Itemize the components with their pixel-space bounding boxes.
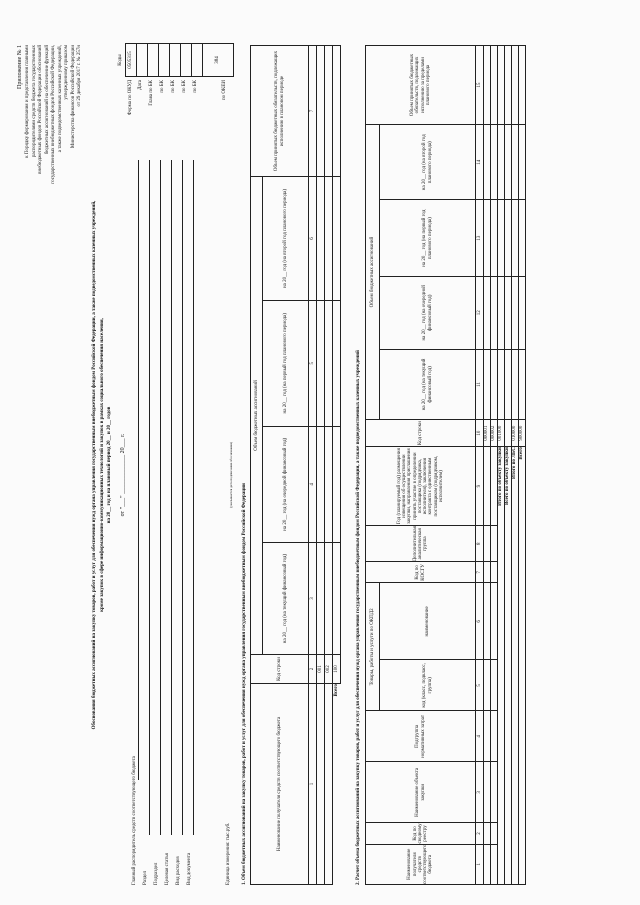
code-cell (170, 44, 181, 77)
s2-num: 13 (476, 200, 484, 276)
s2-cell (491, 562, 498, 583)
s2-col-year: на 20__ год (на второй год планового периода) (380, 125, 476, 201)
unit-label: Единица измерения: тыс.руб. (226, 822, 231, 885)
appendix-line: государственных внебюджетных фондов Российской Федерации, (51, 45, 56, 184)
s1-row-code: 001 (317, 655, 325, 684)
field-label: Вид расходов (176, 856, 181, 885)
s1-cell (325, 426, 333, 543)
s2-cell (491, 46, 498, 125)
s2-cell (498, 125, 505, 201)
s2-cell (491, 844, 498, 884)
s2-col: Наименование объекта закупки (366, 762, 476, 823)
s2-cell (519, 46, 526, 125)
code-label: Глава по БК (149, 80, 154, 106)
s1-cell (317, 46, 325, 177)
code-cell (159, 44, 170, 77)
s2-cell (484, 125, 491, 201)
appendix-line: Министерства финансов Российской Федерации (70, 45, 76, 149)
date-caption: (указывается дата подписания обоснования) (229, 441, 233, 509)
s2-cell (491, 447, 498, 526)
s2-cell (484, 276, 491, 349)
s1-row-code: 100 (333, 655, 341, 684)
s1-cell (333, 301, 341, 427)
s1-col-year: на 20__ год (на второй год планового периода) (263, 177, 309, 301)
section2-title: 2. Расчет объема бюджетных ассигнований на закупку товаров, работ и услуг для обеспечения нужд органа управления государственным внебюджетным фондом Российской Федерации, а также подведомственных казенных учреждений (356, 350, 361, 885)
field-label: Раздел (143, 870, 148, 885)
s1-col-code: Код строки (251, 655, 309, 684)
s1-cell (317, 684, 325, 885)
field-underline (182, 160, 183, 835)
s2-num: 4 (476, 711, 484, 762)
s1-cell (317, 426, 325, 543)
s2-num: 2 (476, 823, 484, 844)
s2-col: Код по сводному реестру (366, 823, 476, 844)
s1-col-name: Наименование получателя средств соответствующего бюджета (251, 684, 309, 885)
s2-col-year: на 20__ год (на очередной финансовый год) (380, 276, 476, 349)
s2-cell (498, 349, 505, 419)
appendix-line: бюджетных ассигнований на обеспечение функций (44, 45, 50, 155)
s1-cell (333, 46, 341, 177)
document-title: Обоснования бюджетных ассигнований на закупку товаров, работ и услуг для обеспечения нужд органа управления государственным внебюджетным фондом Российской Федерации, а также подведомственных казенных учреждений, (92, 200, 97, 730)
s2-col: Код строки (366, 420, 476, 447)
s1-cell (325, 46, 333, 177)
s2-col: Дополнительная аналитическая группа (366, 526, 476, 562)
codes-table (125, 43, 234, 77)
s2-col: Подгруппа нормативных затрат (366, 711, 476, 762)
field-underline (193, 160, 194, 835)
s2-cell (484, 583, 491, 660)
s2-row-code: 900000 (519, 420, 526, 447)
s2-cell (484, 447, 491, 526)
s2-num: 7 (476, 562, 484, 583)
s1-num: 5 (309, 301, 317, 427)
document-date: от "___" _____________ 20___ г. (120, 433, 126, 517)
s1-col-obligations: Объем принятых бюджетных обязательств, подлежащих исполнению в плановом периоде (251, 46, 309, 177)
s1-cell (317, 543, 325, 655)
s2-total-label: Всего (519, 447, 526, 885)
s2-cell (484, 762, 491, 823)
appendix-line: от 29 декабря 2017 г. № 257н (77, 45, 82, 107)
s1-col-year: на 20__ год (на очередной финансовый год) (263, 426, 309, 543)
field-label: Целевая статья (165, 853, 170, 885)
s1-cell (325, 543, 333, 655)
s1-col-year: на 20__ год (на первый год планового периода) (263, 301, 309, 427)
s2-num: 14 (476, 125, 484, 201)
s2-total-kvs-label: Итого по ЛБС (512, 447, 519, 885)
s2-subtotal2-label: Всего по объекту закупки (505, 447, 512, 885)
s2-num: 5 (476, 660, 484, 711)
s2-cell (491, 526, 498, 562)
form-okud-value: 0505315 (126, 44, 137, 77)
document-title-line2: кроме закупок в сфере информационно-коммуникационных технологий и закупок в рамках социального обеспечения населения, (100, 318, 105, 612)
s2-cell (498, 276, 505, 349)
code-label: по БК (171, 80, 176, 93)
s1-cell (333, 177, 341, 301)
s1-cell (317, 177, 325, 301)
code-cell (181, 44, 192, 77)
s2-cell (491, 762, 498, 823)
s2-cell (484, 200, 491, 276)
s2-col: Наименование получателя средств соответствующего бюджета (366, 844, 476, 884)
s2-cell (512, 46, 519, 125)
s2-col: Год (планируемый год) размещения извещения об осуществлении закупки, направления приглашения принять участие в определении поставщика (подрядчика, исполнителя), заключения контракта с единственным поставщиком (подрядчиком, исполнителем) (366, 447, 476, 526)
appendix-line: распорядителями средств бюджета государственных (31, 45, 37, 158)
s2-cell (505, 46, 512, 125)
appendix-text (25, 45, 84, 290)
s2-cell (491, 711, 498, 762)
s1-cell (333, 426, 341, 543)
s2-cell (519, 125, 526, 201)
code-label: по БК (160, 80, 165, 93)
s1-num: 1 (309, 684, 317, 885)
s2-cell (512, 276, 519, 349)
s2-cell (484, 562, 491, 583)
code-label: по БК (193, 80, 198, 93)
s2-row-code: 010000 (512, 420, 519, 447)
s2-cell (505, 125, 512, 201)
s2-cell (484, 349, 491, 419)
field-underline (171, 160, 172, 835)
okei-value: 384 (203, 44, 234, 77)
s2-num: 1 (476, 844, 484, 884)
s2-col-goods: Товары, работы и услуги по ОКПД2 (366, 583, 380, 711)
field-underline (149, 160, 150, 835)
s2-cell (505, 420, 512, 447)
s2-cell (484, 46, 491, 125)
s2-cell (505, 200, 512, 276)
s2-cell (491, 200, 498, 276)
field-label: Вид документа (187, 852, 192, 885)
s2-col: наименование (380, 583, 476, 660)
s2-cell (505, 276, 512, 349)
section1-table (250, 45, 341, 885)
s2-cell (505, 349, 512, 419)
s1-num: 7 (309, 46, 317, 177)
field-label: Подраздел (154, 862, 159, 885)
s2-cell (491, 276, 498, 349)
s2-row-code: 001000 (498, 420, 505, 447)
s1-cell (317, 301, 325, 427)
field-label: Главный распорядитель средств соответствующего бюджета (132, 756, 137, 885)
s2-cell (519, 276, 526, 349)
s1-col-group: Объем бюджетных ассигнований (251, 177, 263, 655)
s2-cell (491, 125, 498, 201)
code-label: по ОКЕИ (222, 80, 227, 101)
appendix-line: а также подведомственных казенных учреждений, (57, 45, 63, 153)
s2-row-code: 000002 (491, 420, 498, 447)
appendix-title: Приложение № 1 (17, 45, 23, 89)
code-cell (148, 44, 159, 77)
s2-cell (484, 711, 491, 762)
s2-cell (512, 125, 519, 201)
s2-col: Код по КОСГУ (366, 562, 476, 583)
field-underline (138, 160, 139, 780)
s2-num: 8 (476, 526, 484, 562)
appendix-line: к Порядку формирования и представления главными (25, 45, 30, 158)
s2-cell (519, 349, 526, 419)
section2-table (365, 45, 526, 885)
s1-num: 6 (309, 177, 317, 301)
s2-cell (519, 200, 526, 276)
s1-cell (325, 301, 333, 427)
document-title-line3: на 20__ год и на плановый период 20__ и 20__ годов (107, 406, 112, 524)
s2-cell (512, 200, 519, 276)
appendix-line: утвержденному приказом (64, 45, 69, 100)
s2-cell (491, 583, 498, 660)
s1-cell (333, 543, 341, 655)
s1-col-year: на 20__ год (на текущий финансовый год) (263, 543, 309, 655)
s2-cell (491, 349, 498, 419)
s2-col: Объем принятых бюджетных обязательств, подлежащих исполнению за пределами планового периода (366, 46, 476, 125)
s2-cell (512, 349, 519, 419)
code-cell (192, 44, 203, 77)
s2-num: 9 (476, 447, 484, 526)
appendix-line: внебюджетных фондов Российской Федерации обоснований (38, 45, 43, 174)
s2-cell (484, 526, 491, 562)
s1-row-code: 002 (325, 655, 333, 684)
s2-col: код (класс, подкласс, группа) (380, 660, 476, 711)
s2-cell (491, 823, 498, 844)
code-label: по БК (182, 80, 187, 93)
code-cell (137, 44, 148, 77)
codes-header: Коды (118, 54, 123, 66)
s2-col-year: на 20__ год (на первый год планового периода) (380, 200, 476, 276)
s2-cell (498, 200, 505, 276)
s2-subtotal-label: Итого по объекту закупки (498, 447, 505, 885)
s1-cell (325, 684, 333, 885)
s1-num: 2 (309, 655, 317, 684)
s2-num: 12 (476, 276, 484, 349)
s1-num: 4 (309, 426, 317, 543)
s2-cell (484, 844, 491, 884)
s2-col-group: Объем бюджетных ассигнований (366, 125, 380, 420)
s1-num: 3 (309, 543, 317, 655)
form-okud-label: Форма по ОКУД (128, 80, 133, 116)
s2-num: 6 (476, 583, 484, 660)
s2-cell (491, 660, 498, 711)
s2-num: 3 (476, 762, 484, 823)
code-label: Дата (138, 80, 143, 90)
s2-cell (498, 46, 505, 125)
section1-title: 1. Объем бюджетных ассигнований на закупку товаров, работ и услуг для обеспечения нужд органа управления государственным внебюджетным фондом Российской Федерации (242, 483, 247, 885)
field-underline (160, 160, 161, 835)
s1-total-label: Всего (333, 684, 341, 885)
s1-cell (325, 177, 333, 301)
s2-col-year: на 20__ год (на текущий финансовый год) (380, 349, 476, 419)
s2-num: 15 (476, 46, 484, 125)
s2-num: 11 (476, 349, 484, 419)
s2-num: 10 (476, 420, 484, 447)
s2-cell (484, 660, 491, 711)
s2-cell (484, 823, 491, 844)
s2-row-code: 000001 (484, 420, 491, 447)
